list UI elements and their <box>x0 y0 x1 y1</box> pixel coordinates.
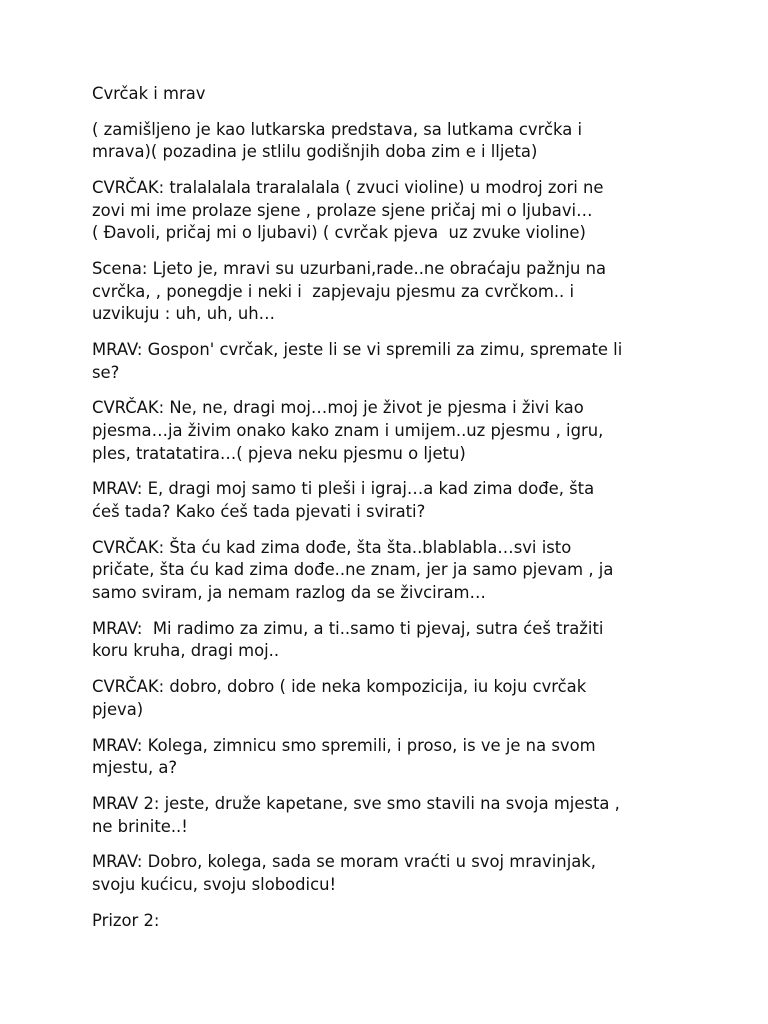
text-line: MRAV: Mi radimo za zimu, a ti..samo ti pjevaj, sutra ćeš tražiti <box>92 618 604 638</box>
text-line: ( zamišljeno je kao lutkarska predstava, sa lutkama cvrčka i <box>92 119 583 139</box>
paragraph <box>92 676 692 721</box>
paragraph <box>92 537 692 605</box>
text-line: Scena: Ljeto je, mravi su uzurbani,rade..ne obraćaju pažnju na <box>92 259 607 279</box>
text-line: mrava)( pozadina je stlilu godišnjih doba zim e i lljeta) <box>92 142 538 162</box>
text-line: koru kruha, dragi moj.. <box>92 641 280 661</box>
text-line: ples, tratatatira…( pjeva neku pjesmu o ljetu) <box>92 443 466 463</box>
text-line: Prizor 2: <box>92 910 160 930</box>
text-line: pjeva) <box>92 699 144 719</box>
text-line: CVRČAK: tralalalala traralalala ( zvuci violine) u modroj zori ne <box>92 178 604 198</box>
text-line: Cvrčak i mrav <box>92 84 206 103</box>
paragraph <box>92 397 692 465</box>
text-line: MRAV: E, dragi moj samo ti pleši i igraj…a kad zima dođe, šta <box>92 479 595 499</box>
document-page <box>92 83 692 945</box>
text-line: MRAV: Dobro, kolega, sada se moram vraćti u svoj mravinjak, <box>92 852 596 872</box>
text-line: samo sviram, ja nemam razlog da se živciram… <box>92 583 486 602</box>
text-line: mjestu, a? <box>92 758 178 778</box>
text-line: MRAV 2: jeste, druže kapetane, sve smo stavili na svoja mjesta , <box>92 793 620 813</box>
paragraph <box>92 851 692 896</box>
paragraph <box>92 119 692 164</box>
paragraph <box>92 735 692 780</box>
text-line: uzvikuju : uh, uh, uh… <box>92 304 276 324</box>
text-line: ( Đavoli, pričaj mi o ljubavi) ( cvrčak pjeva uz zvuke violine) <box>92 223 586 243</box>
text-line: cvrčka, , ponegdje i neki i zapjevaju pjesmu za cvrčkom.. i <box>92 281 574 301</box>
text-line: CVRČAK: Šta ću kad zima dođe, šta šta..blablabla…svi isto <box>92 537 572 557</box>
text-line: pjesma…ja živim onako kako znam i umijem..uz pjesmu , igru, <box>92 421 604 441</box>
text-line: ćeš tada? Kako ćeš tada pjevati i svirati? <box>92 502 426 522</box>
text-line: zovi mi ime prolaze sjene , prolaze sjene pričaj mi o ljubavi… <box>92 200 593 220</box>
text-line: se? <box>92 362 120 382</box>
text-line: CVRČAK: dobro, dobro ( ide neka kompozicija, iu koju cvrčak <box>92 677 587 697</box>
text-line: MRAV: Kolega, zimnicu smo spremili, i proso, is ve je na svom <box>92 735 596 755</box>
paragraph <box>92 177 692 245</box>
paragraph <box>92 618 692 663</box>
document-title <box>92 83 692 106</box>
paragraph <box>92 478 692 523</box>
paragraph <box>92 339 692 384</box>
paragraph <box>92 258 692 326</box>
text-line: ne brinite..! <box>92 816 188 836</box>
paragraph <box>92 910 692 933</box>
paragraph <box>92 793 692 838</box>
text-line: pričate, šta ću kad zima dođe..ne znam, jer ja samo pjevam , ja <box>92 560 614 580</box>
text-line: CVRČAK: Ne, ne, dragi moj…moj je život je pjesma i živi kao <box>92 398 584 418</box>
text-line: MRAV: Gospon' cvrčak, jeste li se vi spremili za zimu, sprematе li <box>92 340 623 360</box>
text-line: svoju kućicu, svoju slobodicu! <box>92 874 337 894</box>
